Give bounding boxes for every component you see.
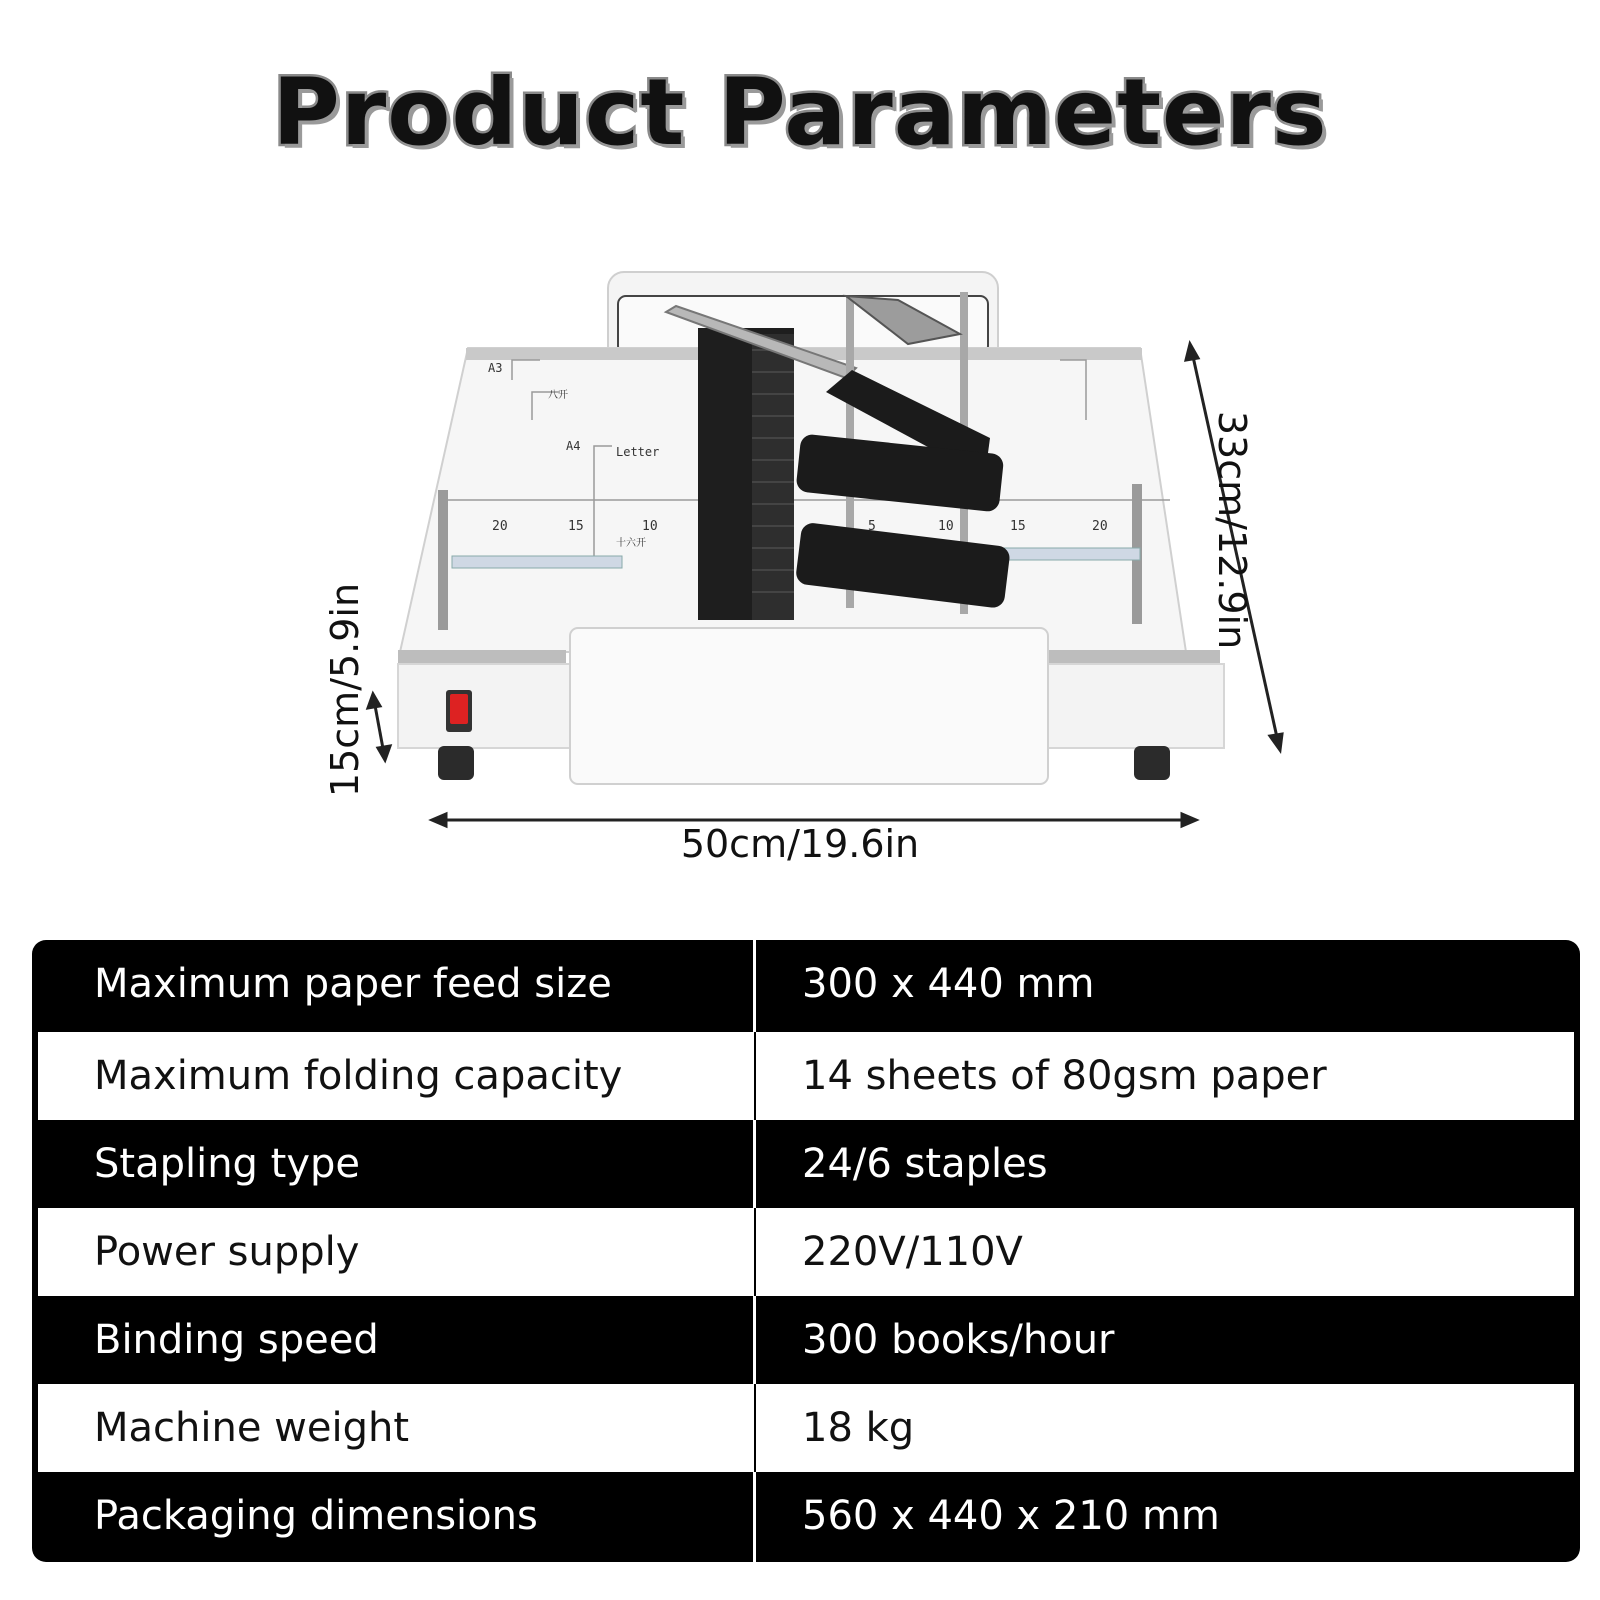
spec-label: Maximum folding capacity (94, 1053, 623, 1099)
spec-row (32, 1472, 1580, 1560)
spec-value: 300 books/hour (802, 1317, 1115, 1363)
column-divider-segment (754, 1384, 756, 1472)
spec-label: Binding speed (94, 1317, 379, 1363)
scale-right-10: 10 (938, 519, 954, 534)
spec-row (32, 1296, 1580, 1384)
product-illustration (0, 240, 1600, 880)
spec-label: Stapling type (94, 1141, 361, 1187)
spec-row (32, 940, 1580, 1028)
width-dimension-label: 50cm/19.6in (680, 822, 920, 866)
scale-right-20: 20 (1092, 519, 1108, 534)
marking-letter: Letter (616, 445, 660, 459)
height-dimension-label: 15cm/5.9in (323, 582, 367, 798)
spec-row (38, 1384, 1574, 1472)
column-divider-segment (754, 1208, 756, 1296)
page-title: Product Parameters (272, 59, 1328, 166)
spec-value: 18 kg (802, 1405, 915, 1451)
depth-dimension-label: 33cm/12.9in (1210, 410, 1254, 650)
column-divider-segment (754, 1032, 756, 1120)
spec-value: 560 x 440 x 210 mm (802, 1493, 1220, 1539)
scale-right-15: 15 (1010, 519, 1026, 534)
scale-left-20: 20 (492, 519, 508, 534)
marking-a3: A3 (488, 361, 503, 375)
specs-table (32, 940, 1580, 1562)
marking-a4: A4 (566, 439, 581, 453)
spec-row (38, 1032, 1574, 1120)
spec-label: Maximum paper feed size (94, 961, 612, 1007)
spec-value: 220V/110V (802, 1229, 1023, 1275)
spec-value: 14 sheets of 80gsm paper (802, 1053, 1327, 1099)
marking-eight-open: 八开 (548, 390, 568, 401)
scale-left-10: 10 (642, 519, 658, 534)
spec-row (38, 1208, 1574, 1296)
spec-row (32, 1120, 1580, 1208)
spec-value: 24/6 staples (802, 1141, 1048, 1187)
scale-right-5: 5 (868, 519, 876, 534)
spec-value: 300 x 440 mm (802, 961, 1095, 1007)
marking-sixteen-open: 十六开 (616, 538, 646, 549)
scale-left-15: 15 (568, 519, 584, 534)
spec-label: Power supply (94, 1229, 360, 1275)
spec-label: Machine weight (94, 1405, 410, 1451)
spec-label: Packaging dimensions (94, 1493, 538, 1539)
